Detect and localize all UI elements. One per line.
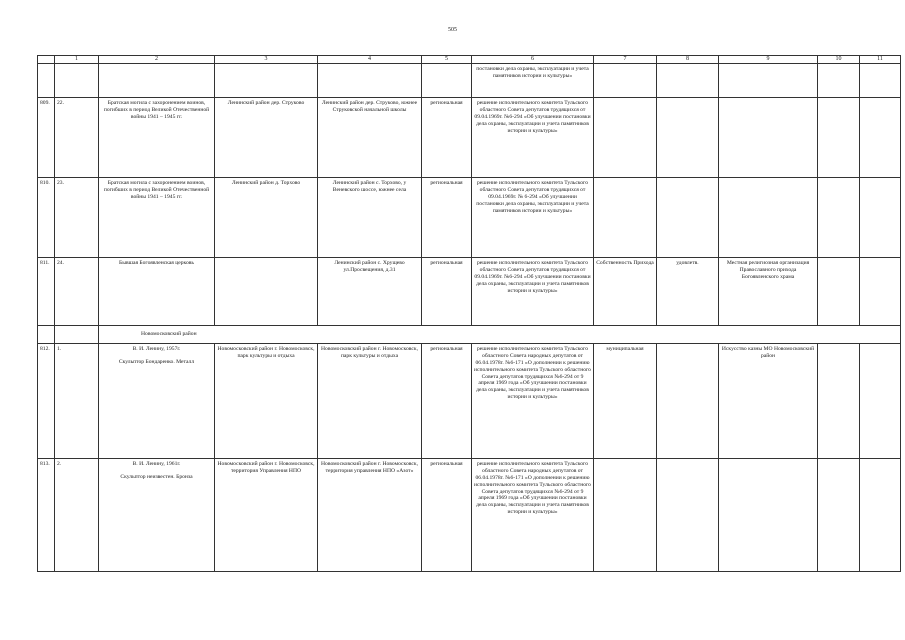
ownership-form [594,64,657,98]
condition-status [657,459,719,572]
row-number-text: 811. [40,260,50,267]
monument-address [215,459,318,572]
condition-status [657,258,719,326]
monument-name-text: Братская могила с захоронением воинов, погибших в период Великой Отечественной войны 1941 – 1945 гг. [103,100,210,120]
monument-address [215,258,318,326]
column-number: 5 [422,56,472,64]
column-number: 2 [99,56,215,64]
registration-document-text: решение исполнительного комитета Тульского областного Совета депутатов трудящихся от 09.04.1969г. №6-294 «Об улучшении постановки дела охраны, эксплуатации и учета памятников истории и культуры» [474,100,591,134]
column-number [38,56,55,64]
protection-category [422,98,472,178]
monument-address [215,64,318,98]
monument-name [99,258,215,326]
monument-name [99,64,215,98]
registration-document [472,98,594,178]
table-row [38,64,901,98]
monument-name-text: Бывшая Богоявленская церковь [119,260,194,267]
section-title: Новомосковский район [99,326,901,344]
protection-category [422,258,472,326]
monument-name [99,178,215,258]
protection-category-text: региональная [430,100,463,107]
empty-cell [55,326,99,344]
item-number-text: 23. [57,180,64,187]
column-11-cell [860,178,901,258]
column-11-cell [860,98,901,178]
monument-location [318,98,422,178]
protection-category [422,178,472,258]
table-row [38,258,901,326]
column-number: 9 [719,56,818,64]
column-number: 8 [657,56,719,64]
table-row [38,178,901,258]
monument-location-text: Новомосковский район г. Новомосковск, территория управления НПО «Азот» [321,461,418,475]
column-number: 3 [215,56,318,64]
row-number [38,178,55,258]
monument-location [318,178,422,258]
column-number: 10 [818,56,860,64]
item-number [55,258,99,326]
row-number-text: 809. [40,100,50,107]
user-organization [719,258,818,326]
condition-status [657,344,719,459]
column-number: 1 [55,56,99,64]
column-10-cell [818,178,860,258]
ownership-form [594,178,657,258]
item-number [55,64,99,98]
monuments-table [37,55,901,572]
ownership-form [594,258,657,326]
ownership-form [594,344,657,459]
row-number-text: 812. [40,346,50,353]
column-11-cell [860,344,901,459]
item-number-text: 1. [57,346,62,353]
monument-location-text: Ленинский район с. Торхово, у Веневского шоссе, южнее села [332,180,407,194]
row-number-text: 813. [40,461,50,468]
column-10-cell [818,258,860,326]
monument-name-text: В. И. Ленину, 1957г. [132,346,181,353]
protection-category-text: региональная [430,346,463,353]
table-row [38,459,901,572]
monument-address [215,344,318,459]
row-number [38,64,55,98]
monument-address-text: Новомосковский район г. Новомосковск, территория Управления НПО [217,461,315,475]
column-10-cell [818,344,860,459]
row-number [38,98,55,178]
monument-location [318,64,422,98]
column-10-cell [818,459,860,572]
column-number: 7 [594,56,657,64]
monument-address [215,98,318,178]
row-number-text: 810. [40,180,50,187]
column-10-cell [818,98,860,178]
monument-location-text: Новомосковский район г. Новомосковск, парк культуры и отдыха [321,346,418,360]
protection-category [422,459,472,572]
monument-address-text: Новомосковский район г. Новомосковск, парк культуры и отдыха [217,346,315,360]
registration-document [472,64,594,98]
ownership-form-text: муниципальная [606,346,644,353]
item-number [55,178,99,258]
condition-status [657,98,719,178]
monument-location-text: Ленинский район дер. Струково, южнее Струковской начальной школы [321,100,418,114]
item-number [55,459,99,572]
item-number-text: 24. [57,260,64,267]
protection-category-text: региональная [430,180,463,187]
empty-cell [38,326,55,344]
page-number: 505 [448,27,457,33]
condition-status [657,64,719,98]
monument-name-text: В. И. Ленину, 1961г. [132,461,181,468]
user-organization [719,64,818,98]
item-number-text: 2. [57,461,62,468]
registration-document [472,344,594,459]
row-number [38,344,55,459]
column-number: 6 [472,56,594,64]
condition-status-text: удовлетв. [676,260,699,267]
registration-document-text: решение исполнительного комитета Тульского областного Совета народных депутатов от 06.04.1978г. №6-171 «О дополнении к решению исполнительного комитета Тульского областного Совета депутатов трудящихся №6-294 от 9 апреля 1969 года «Об улучшении постановки дела охраны, эксплуатации и учета памятников истории и культуры» [474,346,591,400]
monument-author-material: Скульптор Бондаренко. Металл [118,359,195,366]
ownership-form-text: Собственность Прихода [596,260,654,267]
registration-document-text: решение исполнительного комитета Тульского областного Совета депутатов трудящихся от 09.04.1969г. № 6-294 «Об улучшении постановки дела охраны, эксплуатации и учета памятников истории и культуры» [476,180,589,214]
registration-document [472,258,594,326]
registration-document-text: решение исполнительного комитета Тульского областного Совета народных депутатов от 06.04.1978г. №6-171 «О дополнении к решению исполнительного комитета Тульского областного Совета депутатов трудящихся №6-294 от 9 апреля 1969 года «Об улучшении постановки дела охраны, эксплуатации и учета памятников истории и культуры» [474,461,591,515]
user-organization [719,98,818,178]
condition-status [657,178,719,258]
monument-name [99,459,215,572]
table-row [38,344,901,459]
registration-document-text: постановки дела охраны, эксплуатации и учета памятников истории и культуры» [476,66,589,80]
protection-category [422,344,472,459]
registration-document-text: решение исполнительного комитета Тульского областного Совета депутатов трудящихся от 09.04.1969г. №6-294 «Об улучшении постановки дела охраны, эксплуатации и учета памятников истории и культуры» [474,260,591,294]
user-organization [719,459,818,572]
registration-document [472,459,594,572]
monument-location [318,344,422,459]
protection-category-text: региональная [430,260,463,267]
column-number-row [38,56,901,64]
monument-author-material: Скульптор неизвестен. Бронза [120,474,193,481]
ownership-form [594,98,657,178]
monument-name [99,98,215,178]
monument-location [318,459,422,572]
user-organization-text: Искусство казны МО Новомосковский район [721,346,815,360]
row-number [38,258,55,326]
item-number [55,344,99,459]
item-number-text: 22. [57,100,64,107]
column-11-cell [860,258,901,326]
row-number [38,459,55,572]
column-11-cell [860,459,901,572]
protection-category [422,64,472,98]
column-10-cell [818,64,860,98]
column-number: 4 [318,56,422,64]
monument-address-text: Ленинский район дер. Струково [227,100,305,107]
column-11-cell [860,64,901,98]
monument-location-text: Ленинский район с. Хрущево ул.Просвещения, д.31 [334,260,405,274]
table-row [38,98,901,178]
user-organization [719,178,818,258]
user-organization-text: Местная религиозная организация Православного прихода Богоявленского храма [726,260,810,280]
user-organization [719,344,818,459]
monument-name-text: Братская могила с захоронением воинов, погибших в период Великой Отечественной войны 1941 – 1945 гг. [103,180,210,200]
item-number [55,98,99,178]
protection-category-text: региональная [430,461,463,468]
monument-address [215,178,318,258]
monument-location [318,258,422,326]
monument-address-text: Ленинский район д. Торхово [231,180,301,187]
section-row [38,326,901,344]
column-number: 11 [860,56,901,64]
ownership-form [594,459,657,572]
monument-name [99,344,215,459]
registration-document [472,178,594,258]
